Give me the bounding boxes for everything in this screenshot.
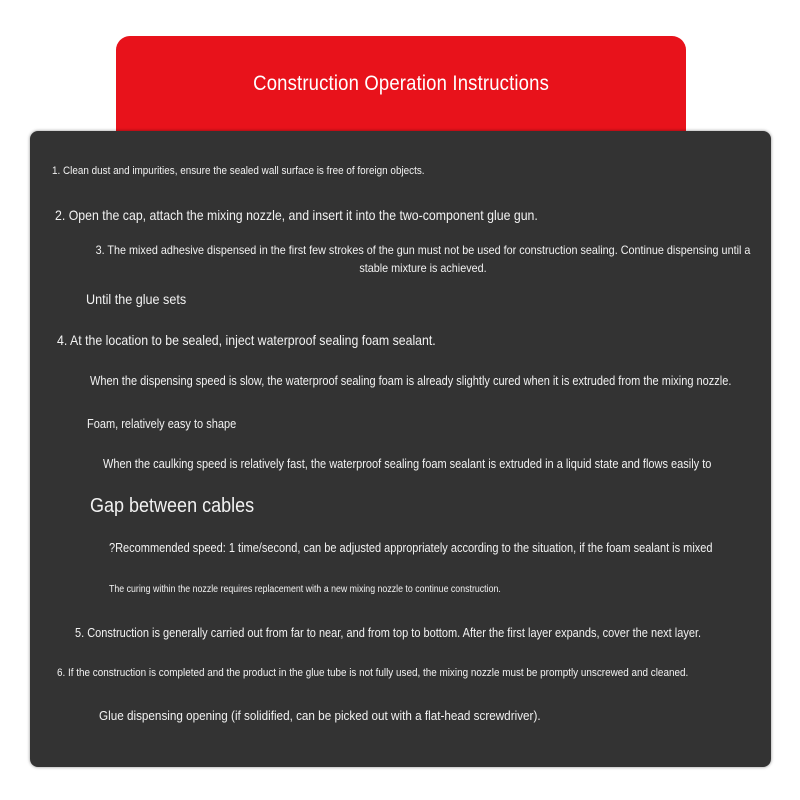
- instruction-step-5: 5. Construction is generally carried out from far to near, and from top to bottom. After the first layer expands, cover the next layer.: [75, 626, 702, 640]
- instruction-step-3-note: Until the glue sets: [86, 291, 187, 307]
- instruction-step-3: [48, 241, 798, 277]
- instruction-step-4: 4. At the location to be sealed, inject waterproof sealing foam sealant.: [57, 332, 436, 348]
- instruction-step-3-text: 3. The mixed adhesive dispensed in the first few strokes of the gun must not be used for construction sealing. Continue dispensing until a stable mixture is achieved.: [95, 243, 751, 275]
- instruction-step-4-slow-speed: When the dispensing speed is slow, the waterproof sealing foam is already slightly cured when it is extruded from the mixing nozzle.: [90, 374, 732, 388]
- instruction-recommended-speed: ?Recommended speed: 1 time/second, can be adjusted appropriately according to the situation, if the foam sealant is mixed: [109, 541, 713, 555]
- instruction-step-4-fast-note: Gap between cables: [90, 495, 255, 517]
- instruction-step-1: 1. Clean dust and impurities, ensure the sealed wall surface is free of foreign objects.: [52, 165, 425, 177]
- title-banner: [116, 36, 686, 140]
- instruction-step-4-fast-speed: When the caulking speed is relatively fast, the waterproof sealing foam sealant is extruded in a liquid state and flows easily to: [103, 457, 712, 471]
- instruction-step-2: 2. Open the cap, attach the mixing nozzle, and insert it into the two-component glue gun.: [55, 207, 538, 223]
- instruction-step-6-note: Glue dispensing opening (if solidified, can be picked out with a flat-head screwdriver).: [99, 708, 541, 723]
- instruction-step-4-slow-note: Foam, relatively easy to shape: [87, 417, 237, 431]
- page-title: Construction Operation Instructions: [253, 72, 549, 95]
- instruction-step-6: 6. If the construction is completed and the product in the glue tube is not fully used, the mixing nozzle must be promptly unscrewed and cleaned.: [57, 667, 689, 679]
- instruction-nozzle-replacement: The curing within the nozzle requires replacement with a new mixing nozzle to continue construction.: [109, 584, 501, 595]
